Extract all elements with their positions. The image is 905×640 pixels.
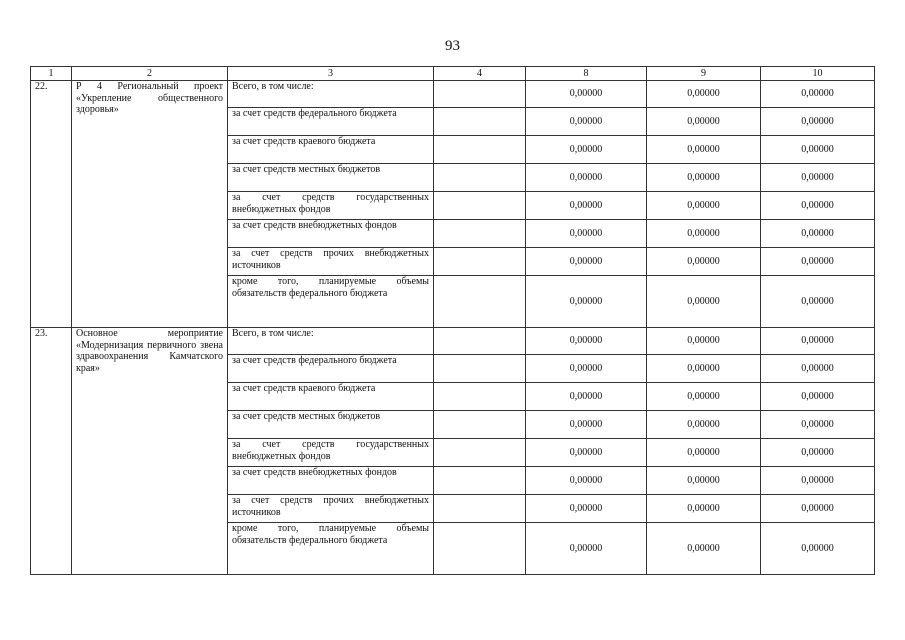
col-9-value: 0,00000 <box>647 108 761 136</box>
col-9-value: 0,00000 <box>647 523 761 575</box>
funding-source: за счет средств прочих внебюджетных источников <box>228 248 434 276</box>
funding-source: за счет средств государственных внебюджетных фондов <box>228 439 434 467</box>
col-10-value: 0,00000 <box>761 439 875 467</box>
col-10-value: 0,00000 <box>761 220 875 248</box>
col-9-value: 0,00000 <box>647 192 761 220</box>
col-10-value: 0,00000 <box>761 328 875 355</box>
page-number: 93 <box>445 38 460 54</box>
funding-source: за счет средств краевого бюджета <box>228 136 434 164</box>
col-8-value: 0,00000 <box>526 276 647 328</box>
funding-source: за счет средств краевого бюджета <box>228 383 434 411</box>
col-8-value: 0,00000 <box>526 220 647 248</box>
col-8-value: 0,00000 <box>526 164 647 192</box>
col-4-cell <box>434 81 526 108</box>
col-9-value: 0,00000 <box>647 248 761 276</box>
column-header: 1 <box>31 67 72 81</box>
col-10-value: 0,00000 <box>761 355 875 383</box>
column-header: 9 <box>647 67 761 81</box>
funding-source: Всего, в том числе: <box>228 81 434 108</box>
funding-source: за счет средств государственных внебюджетных фондов <box>228 192 434 220</box>
col-8-value: 0,00000 <box>526 467 647 495</box>
col-8-value: 0,00000 <box>526 495 647 523</box>
funding-source: за счет средств внебюджетных фондов <box>228 467 434 495</box>
funding-source: за счет средств федерального бюджета <box>228 355 434 383</box>
column-header: 2 <box>72 67 228 81</box>
col-8-value: 0,00000 <box>526 192 647 220</box>
column-header: 3 <box>228 67 434 81</box>
row-number: 23. <box>31 328 72 575</box>
col-10-value: 0,00000 <box>761 523 875 575</box>
col-8-value: 0,00000 <box>526 108 647 136</box>
funding-source: за счет средств прочих внебюджетных источников <box>228 495 434 523</box>
item-name: Основное мероприятие «Модернизация первичного звена здравоохранения Камчатского края» <box>72 328 228 575</box>
col-10-value: 0,00000 <box>761 248 875 276</box>
col-9-value: 0,00000 <box>647 81 761 108</box>
col-4-cell <box>434 192 526 220</box>
col-10-value: 0,00000 <box>761 467 875 495</box>
col-8-value: 0,00000 <box>526 411 647 439</box>
col-4-cell <box>434 495 526 523</box>
col-10-value: 0,00000 <box>761 81 875 108</box>
table-header <box>31 67 875 81</box>
funding-source: Всего, в том числе: <box>228 328 434 355</box>
col-9-value: 0,00000 <box>647 355 761 383</box>
col-9-value: 0,00000 <box>647 411 761 439</box>
col-4-cell <box>434 328 526 355</box>
col-8-value: 0,00000 <box>526 439 647 467</box>
funding-source: за счет средств местных бюджетов <box>228 411 434 439</box>
col-8-value: 0,00000 <box>526 383 647 411</box>
column-header: 8 <box>526 67 647 81</box>
col-4-cell <box>434 164 526 192</box>
col-9-value: 0,00000 <box>647 164 761 192</box>
column-header: 10 <box>761 67 875 81</box>
col-8-value: 0,00000 <box>526 355 647 383</box>
funding-source: кроме того, планируемые объемы обязательств федерального бюджета <box>228 276 434 328</box>
col-8-value: 0,00000 <box>526 523 647 575</box>
col-4-cell <box>434 523 526 575</box>
col-9-value: 0,00000 <box>647 495 761 523</box>
row-number: 22. <box>31 81 72 328</box>
col-4-cell <box>434 220 526 248</box>
col-4-cell <box>434 248 526 276</box>
col-8-value: 0,00000 <box>526 136 647 164</box>
col-10-value: 0,00000 <box>761 136 875 164</box>
col-10-value: 0,00000 <box>761 192 875 220</box>
col-10-value: 0,00000 <box>761 108 875 136</box>
col-8-value: 0,00000 <box>526 81 647 108</box>
funding-source: за счет средств внебюджетных фондов <box>228 220 434 248</box>
column-header: 4 <box>434 67 526 81</box>
funding-source: за счет средств местных бюджетов <box>228 164 434 192</box>
col-9-value: 0,00000 <box>647 383 761 411</box>
budget-table <box>30 66 875 575</box>
table-row <box>31 328 875 355</box>
col-9-value: 0,00000 <box>647 328 761 355</box>
col-4-cell <box>434 467 526 495</box>
col-8-value: 0,00000 <box>526 328 647 355</box>
col-4-cell <box>434 136 526 164</box>
col-4-cell <box>434 108 526 136</box>
col-10-value: 0,00000 <box>761 164 875 192</box>
col-4-cell <box>434 439 526 467</box>
funding-source: за счет средств федерального бюджета <box>228 108 434 136</box>
col-9-value: 0,00000 <box>647 439 761 467</box>
funding-source: кроме того, планируемые объемы обязательств федерального бюджета <box>228 523 434 575</box>
col-9-value: 0,00000 <box>647 467 761 495</box>
col-9-value: 0,00000 <box>647 136 761 164</box>
col-4-cell <box>434 355 526 383</box>
col-4-cell <box>434 383 526 411</box>
table-row <box>31 81 875 108</box>
col-9-value: 0,00000 <box>647 276 761 328</box>
col-10-value: 0,00000 <box>761 383 875 411</box>
col-8-value: 0,00000 <box>526 248 647 276</box>
col-10-value: 0,00000 <box>761 411 875 439</box>
col-10-value: 0,00000 <box>761 495 875 523</box>
col-9-value: 0,00000 <box>647 220 761 248</box>
col-4-cell <box>434 411 526 439</box>
col-10-value: 0,00000 <box>761 276 875 328</box>
col-4-cell <box>434 276 526 328</box>
header-row <box>31 67 875 81</box>
table-body <box>31 81 875 575</box>
item-name: Р 4 Региональный проект «Укрепление общественного здоровья» <box>72 81 228 328</box>
